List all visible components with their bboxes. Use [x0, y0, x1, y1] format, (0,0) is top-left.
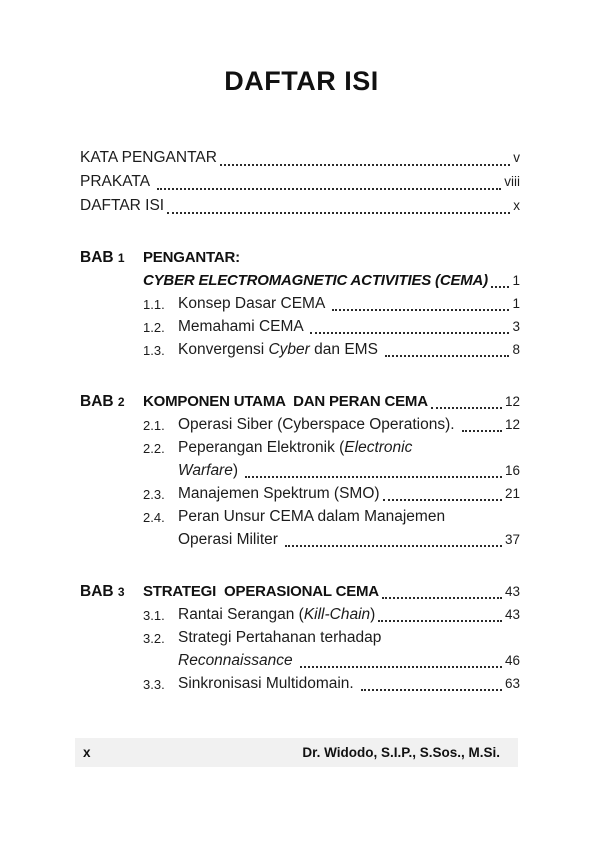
toc-item — [143, 505, 520, 551]
text-segment: Peperangan Elektronik ( — [178, 439, 345, 456]
toc-entry-text — [80, 170, 154, 194]
page-ref: v — [513, 150, 520, 165]
toc-entry-text — [178, 528, 282, 551]
toc-content — [80, 146, 520, 695]
toc-item — [143, 413, 520, 436]
toc-item-number: 2.2. — [143, 441, 165, 456]
toc-entry — [80, 194, 520, 218]
toc-item-number: 2.3. — [143, 487, 165, 502]
chapter-body — [143, 246, 520, 361]
chapter-label-number: 2 — [117, 395, 125, 409]
text-segment: ) — [232, 462, 243, 479]
text-segment: Konvergensi — [178, 341, 269, 358]
chapter-label-number: 3 — [117, 585, 125, 599]
toc-item — [143, 315, 520, 338]
toc-item-lines — [178, 413, 520, 436]
toc-item-lines — [178, 505, 520, 551]
text-segment — [293, 652, 297, 669]
toc-item-number: 1.1. — [143, 297, 165, 312]
toc-entry-text — [178, 672, 358, 695]
toc-item — [143, 338, 520, 361]
page-ref: 46 — [504, 653, 520, 668]
page-ref: 16 — [504, 463, 520, 478]
chapter-label-prefix: BAB — [80, 393, 118, 410]
page-ref: 3 — [512, 319, 520, 334]
chapter-label — [80, 246, 143, 361]
footer-bar — [75, 738, 518, 767]
front-matter-list — [80, 146, 520, 218]
dot-leader — [383, 482, 502, 501]
page-ref: 12 — [504, 394, 520, 409]
page-ref: 43 — [504, 607, 520, 622]
toc-item — [143, 626, 520, 672]
dot-leader — [361, 672, 502, 691]
toc-entry-text — [178, 459, 242, 482]
dot-leader — [167, 194, 510, 214]
chapter-label — [80, 390, 143, 551]
toc-item-lines — [178, 603, 520, 626]
toc-entry — [178, 626, 520, 649]
dot-leader — [300, 649, 502, 668]
chapter-body — [143, 580, 520, 695]
toc-entry — [178, 436, 520, 459]
toc-entry — [178, 649, 520, 672]
text-segment: Cyber — [268, 341, 310, 358]
dot-leader — [431, 390, 502, 409]
page-ref: 8 — [512, 342, 520, 357]
chapter-heading — [143, 246, 520, 269]
toc-entry-text — [80, 194, 164, 218]
chapter-heading-text — [143, 390, 428, 413]
dot-leader — [310, 315, 509, 334]
toc-item-lines — [178, 436, 520, 482]
toc-item-number: 3.3. — [143, 677, 165, 692]
footer-author: Dr. Widodo, S.I.P., S.Sos., M.Si. — [302, 745, 500, 760]
chapter-label-prefix: BAB — [80, 583, 118, 600]
toc-item — [143, 482, 520, 505]
chapter-section — [80, 246, 520, 361]
text-segment: Rantai Serangan ( — [178, 606, 304, 623]
dot-leader — [245, 459, 502, 478]
text-segment: Kill-Chain — [303, 606, 371, 623]
toc-entry-text — [178, 338, 382, 361]
toc-entry — [178, 482, 520, 505]
chapter-label-prefix: BAB — [80, 249, 118, 266]
chapter-section — [80, 580, 520, 695]
toc-item-lines — [178, 482, 520, 505]
toc-item-lines — [178, 672, 520, 695]
page-ref: 37 — [504, 532, 520, 547]
toc-item-number: 3.2. — [143, 631, 165, 646]
toc-item-number: 2.1. — [143, 418, 165, 433]
text-segment: Peran Unsur CEMA dalam Manajemen — [178, 508, 446, 525]
chapter-body — [143, 390, 520, 551]
dot-leader — [157, 170, 502, 190]
text-segment: Strategi Pertahanan terhadap — [178, 629, 382, 646]
text-segment: KOMPONEN UTAMA DAN PERAN CEMA — [143, 393, 428, 410]
text-segment: CYBER ELECTROMAGNETIC ACTIVITIES (CEMA) — [143, 272, 488, 289]
toc-item-number: 2.4. — [143, 510, 165, 525]
dot-leader — [491, 269, 510, 288]
text-segment: STRATEGI OPERASIONAL CEMA — [143, 583, 379, 600]
chapter-heading-text — [143, 580, 379, 603]
chapter-heading — [143, 269, 520, 292]
page-title: DAFTAR ISI — [224, 66, 379, 96]
text-segment: Sinkronisasi Multidomain. — [178, 675, 359, 692]
toc-entry-text — [178, 649, 297, 672]
footer-page-number: x — [83, 745, 91, 760]
text-segment: Reconnaissance — [178, 652, 293, 669]
dot-leader — [382, 580, 502, 599]
toc-entry — [178, 292, 520, 315]
chapter-heading — [143, 390, 520, 413]
toc-entry — [178, 459, 520, 482]
toc-entry-text — [178, 482, 380, 505]
text-segment: dan EMS — [309, 341, 383, 358]
chapter-label-number: 1 — [117, 251, 125, 265]
page-ref: 21 — [504, 486, 520, 501]
toc-entry-text — [178, 413, 459, 436]
toc-entry — [178, 528, 520, 551]
toc-entry-text — [178, 626, 381, 649]
toc-entry — [178, 672, 520, 695]
text-segment: DAFTAR ISI — [80, 197, 165, 214]
toc-entry — [178, 603, 520, 626]
dot-leader — [378, 603, 502, 622]
text-segment: Konsep Dasar CEMA — [178, 295, 329, 312]
chapter-list — [80, 246, 520, 695]
text-segment: ) — [370, 606, 376, 623]
chapter-heading — [143, 580, 520, 603]
dot-leader — [462, 413, 502, 432]
toc-item-lines — [178, 315, 520, 338]
chapter-section — [80, 390, 520, 551]
toc-entry-text — [178, 603, 375, 626]
text-segment: Electronic — [344, 439, 413, 456]
toc-item-number: 1.2. — [143, 320, 165, 335]
text-segment: Warfare — [178, 462, 233, 479]
toc-entry — [80, 146, 520, 170]
text-segment: KATA PENGANTAR — [80, 149, 217, 166]
toc-entry — [178, 413, 520, 436]
toc-entry — [178, 315, 520, 338]
toc-entry — [178, 338, 520, 361]
toc-item-lines — [178, 338, 520, 361]
text-segment: Operasi Siber (Cyberspace Operations). — [178, 416, 459, 433]
page-ref: 12 — [504, 417, 520, 432]
toc-item-lines — [178, 292, 520, 315]
toc-item — [143, 603, 520, 626]
toc-item — [143, 436, 520, 482]
page-ref: 43 — [504, 584, 520, 599]
toc-entry — [178, 505, 520, 528]
dot-leader — [332, 292, 510, 311]
dot-leader — [285, 528, 502, 547]
chapter-heading-text — [143, 269, 488, 292]
text-segment: PRAKATA — [80, 173, 154, 190]
toc-entry-text — [178, 505, 445, 528]
page-ref: 63 — [504, 676, 520, 691]
toc-item — [143, 672, 520, 695]
text-segment: Memahami CEMA — [178, 318, 308, 335]
text-segment: Manajemen Spektrum (SMO) — [178, 485, 380, 502]
page-ref: x — [513, 198, 520, 213]
toc-entry-text — [178, 436, 412, 459]
text-segment: Operasi Militer — [178, 531, 283, 548]
page-ref: 1 — [512, 296, 520, 311]
toc-item — [143, 292, 520, 315]
page-ref: viii — [504, 174, 520, 189]
toc-entry-text — [178, 315, 307, 338]
toc-entry — [80, 170, 520, 194]
chapter-label — [80, 580, 143, 695]
toc-entry-text — [178, 292, 329, 315]
toc-item-number: 1.3. — [143, 343, 165, 358]
page-ref: 1 — [512, 273, 520, 288]
toc-item-lines — [178, 626, 520, 672]
chapter-heading-text — [143, 246, 240, 269]
dot-leader — [220, 146, 510, 166]
toc-entry-text — [80, 146, 217, 170]
text-segment: PENGANTAR: — [143, 249, 240, 266]
dot-leader — [385, 338, 509, 357]
toc-item-number: 3.1. — [143, 608, 165, 623]
